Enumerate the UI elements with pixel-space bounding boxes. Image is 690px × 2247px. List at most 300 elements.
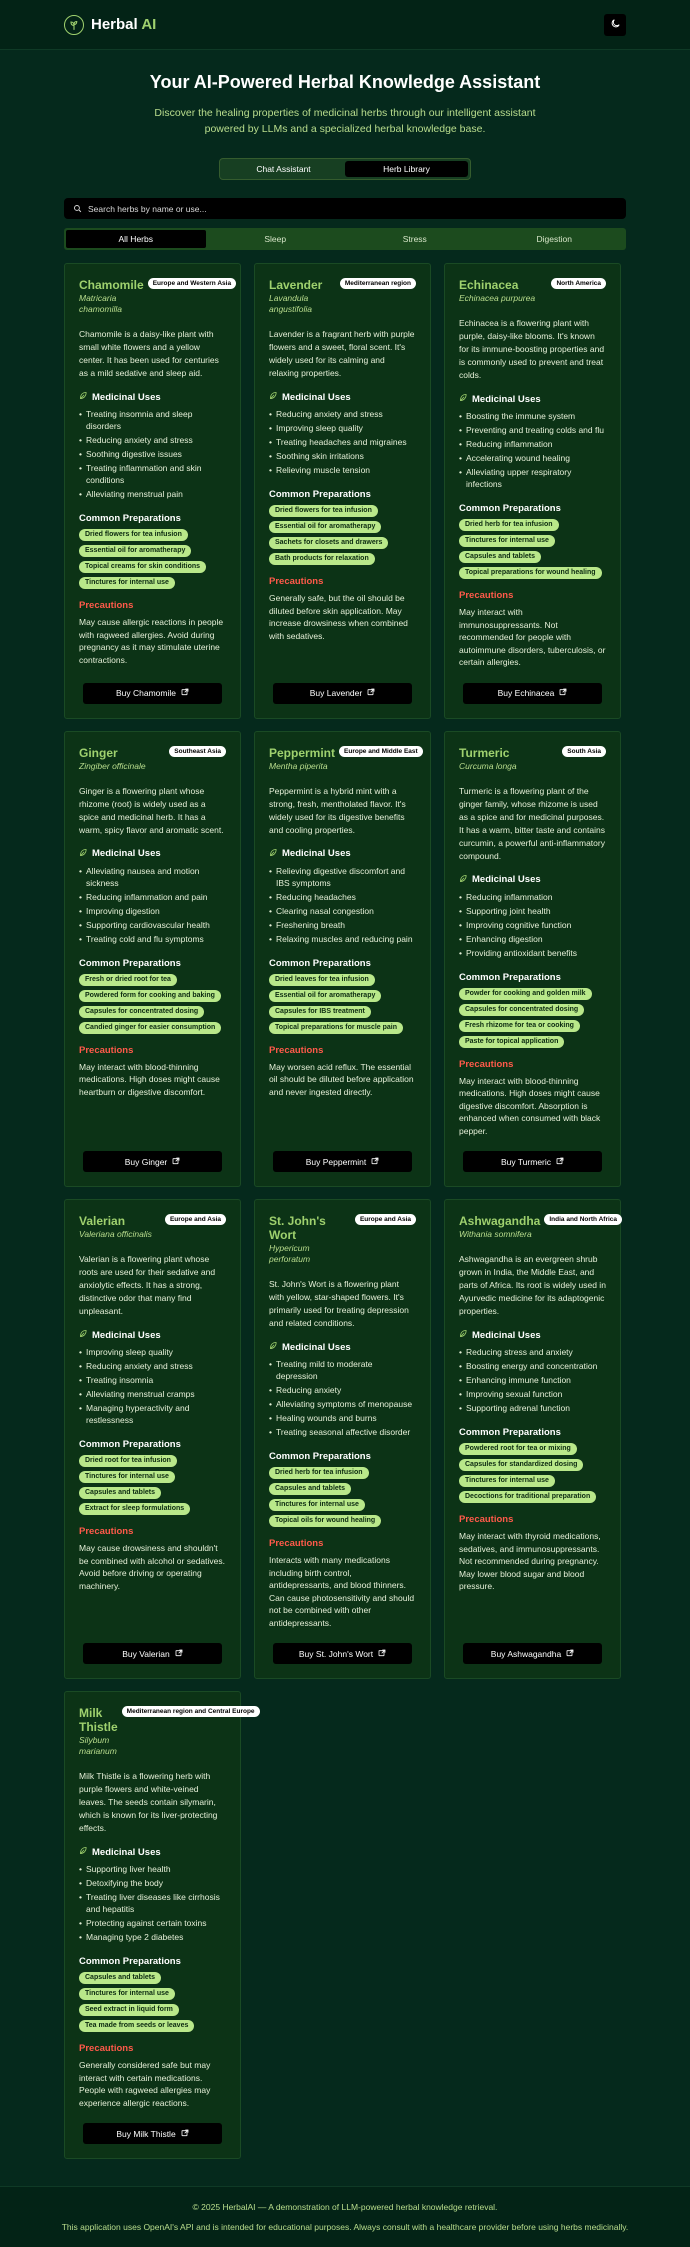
common-preparations-heading: Common Preparations <box>459 971 561 983</box>
herb-card <box>444 731 621 1188</box>
precautions-heading: Precautions <box>269 1538 324 1549</box>
common-preparations-heading: Common Preparations <box>79 1956 181 1967</box>
brand-name: Herbal AI <box>91 16 157 33</box>
list-item: • Reducing anxiety and stress <box>269 408 416 420</box>
preparation-tag: Fresh or dried root for tea <box>79 974 177 986</box>
card-titles <box>79 278 144 315</box>
uses-list <box>79 408 226 502</box>
external-link-icon <box>367 688 375 698</box>
list-item: • Freshening breath <box>269 919 416 931</box>
buy-button[interactable] <box>463 683 602 704</box>
preparations-list <box>269 1467 416 1527</box>
buy-button[interactable] <box>273 1643 412 1664</box>
buy-button-label: Buy Valerian <box>122 1648 170 1659</box>
preparation-tag: Topical preparations for wound healing <box>459 567 602 579</box>
region-badge: Europe and Middle East <box>339 746 423 757</box>
external-link-icon <box>378 1649 386 1659</box>
preparation-tag: Dried root for tea infusion <box>79 1455 177 1467</box>
list-item: • Boosting the immune system <box>459 410 606 422</box>
preparation-tag: Dried flowers for tea infusion <box>269 505 378 517</box>
buy-button[interactable] <box>463 1151 602 1172</box>
buy-button-label: Buy Milk Thistle <box>116 2128 176 2139</box>
preparation-tag: Essential oil for aromatherapy <box>269 521 381 533</box>
common-preparations-heading: Common Preparations <box>269 957 371 969</box>
herb-scientific-name: Lavandula angustifolia <box>269 293 313 314</box>
preparation-tag: Dried flowers for tea infusion <box>79 529 188 541</box>
list-item: • Managing hyperactivity and restlessness <box>79 1402 226 1426</box>
card-spacer <box>269 1098 416 1151</box>
buy-button[interactable] <box>273 1151 412 1172</box>
buy-button-label: Buy St. John's Wort <box>298 1648 374 1659</box>
region-badge: Southeast Asia <box>169 746 226 757</box>
list-item: • Soothing digestive issues <box>79 448 226 460</box>
external-link-icon <box>566 1649 574 1659</box>
list-item: • Relieving muscle tension <box>269 464 416 476</box>
leaf-icon <box>79 1329 88 1341</box>
herb-description: Turmeric is a flowering plant of the ginger family, whose rhizome is used as a spice and for medicinal purposes. It has a warm, bitter taste and contains curcumin, a powerful anti-inflammatory compound. <box>459 785 605 861</box>
herb-card <box>64 263 241 719</box>
list-item: • Reducing inflammation <box>459 438 606 450</box>
precautions-heading: Precautions <box>79 1044 134 1056</box>
region-badge: India and North Africa <box>544 1214 622 1225</box>
medicinal-uses-label: Medicinal Uses <box>472 393 541 405</box>
preparation-tag: Capsules for concentrated dosing <box>79 1006 204 1018</box>
list-item: • Treating mild to moderate depression <box>269 1358 416 1382</box>
medicinal-uses-label: Medicinal Uses <box>282 848 351 859</box>
buy-button[interactable] <box>83 2123 222 2144</box>
region-badge: North America <box>551 278 606 289</box>
leaf-icon <box>79 1846 88 1858</box>
buy-button[interactable] <box>83 1643 222 1664</box>
hero <box>0 50 690 137</box>
category-tabs <box>64 228 626 250</box>
buy-button-label: Buy Ashwagandha <box>490 1648 562 1659</box>
hero-subtitle: Discover the healing properties of medicinal herbs through our intelligent assistant powered by LLMs and a specialized herbal knowledge base. <box>154 107 536 135</box>
preparation-tag: Tinctures for internal use <box>459 535 555 547</box>
herb-scientific-name: Silybum marianum <box>79 1735 117 1756</box>
tab-digestion[interactable]: Digestion <box>536 234 572 244</box>
list-item: • Supporting joint health <box>459 905 606 917</box>
list-item: • Alleviating upper respiratory infections <box>459 466 606 490</box>
precautions-heading: Precautions <box>79 600 134 611</box>
precautions-heading: Precautions <box>269 576 324 587</box>
preparation-tag: Seed extract in liquid form <box>79 2004 179 2016</box>
precautions-text: May interact with immunosuppressants. Not recommended for people with autoimmune disorders, tuberculosis, or certain allergies. <box>459 607 606 667</box>
card-spacer <box>79 1592 226 1643</box>
card-spacer <box>79 1098 226 1151</box>
leaf-icon <box>459 874 468 886</box>
card-titles <box>269 1214 351 1265</box>
preparation-tag: Capsules and tablets <box>269 1483 351 1495</box>
list-item: • Healing wounds and burns <box>269 1412 416 1424</box>
preparations-list <box>459 519 606 579</box>
list-item: • Treating insomnia and sleep disorders <box>79 408 226 432</box>
preparation-tag: Tinctures for internal use <box>79 1988 175 2000</box>
medicinal-uses-heading <box>459 1329 606 1341</box>
card-spacer <box>79 2109 226 2123</box>
preparation-tag: Tinctures for internal use <box>79 577 175 589</box>
card-header <box>269 1214 416 1265</box>
list-item: • Reducing anxiety and stress <box>79 1360 226 1372</box>
herb-scientific-name: Curcuma longa <box>459 760 517 771</box>
medicinal-uses-heading <box>269 1341 416 1353</box>
list-item: • Reducing anxiety and stress <box>79 434 226 446</box>
preparation-tag: Capsules and tablets <box>459 551 541 563</box>
uses-list <box>459 1346 606 1416</box>
leaf-icon <box>79 391 88 403</box>
card-titles <box>459 278 535 304</box>
herb-scientific-name: Valeriana officinalis <box>79 1229 152 1239</box>
precautions-text: May interact with blood-thinning medications. High doses might cause heartburn or digestive discomfort. <box>79 1061 220 1097</box>
buy-button[interactable] <box>83 683 222 704</box>
medicinal-uses-label: Medicinal Uses <box>472 1329 541 1341</box>
precautions-text: May interact with blood-thinning medications. High doses might cause digestive discomfort. Absorption is enhanced when consumed with black pepper. <box>459 1075 601 1136</box>
medicinal-uses-heading <box>79 848 226 860</box>
search-input[interactable] <box>88 204 626 214</box>
card-header <box>79 278 232 315</box>
preparation-tag: Topical creams for skin conditions <box>79 561 206 573</box>
herb-name: Valerian <box>79 1214 126 1228</box>
preparation-tag: Powdered root for tea or mixing <box>459 1443 577 1455</box>
herb-description: St. John's Wort is a flowering plant with yellow, star-shaped flowers. It's primarily used for treating depression and related conditions. <box>269 1279 409 1328</box>
card-titles <box>269 746 335 772</box>
list-item: • Supporting liver health <box>79 1863 226 1875</box>
card-header <box>269 278 416 315</box>
card-spacer <box>459 1137 606 1151</box>
herb-description: Echinacea is a flowering plant with purple, daisy-like blooms. It's known for its immune-boosting properties and is commonly used to prevent and treat colds. <box>459 318 605 380</box>
medicinal-uses-heading <box>269 848 416 860</box>
precautions-text: Generally considered safe but may interact with certain medications. People with ragweed allergies may experience allergic reactions. <box>79 2060 211 2108</box>
list-item: • Accelerating wound healing <box>459 452 606 464</box>
hero-title: Your AI-Powered Herbal Knowledge Assistant <box>149 72 541 92</box>
buy-button-label: Buy Chamomile <box>116 688 176 698</box>
list-item: • Reducing inflammation <box>459 891 606 903</box>
common-preparations-heading: Common Preparations <box>269 489 371 500</box>
herb-description: Chamomile is a daisy-like plant with small white flowers and a yellow center. It has been used for centuries as a mild sedative and sleep aid. <box>79 329 219 378</box>
herb-scientific-name: Withania somnifera <box>459 1229 532 1239</box>
herb-name: Ginger <box>79 745 118 760</box>
preparations-list <box>79 1972 226 2032</box>
herb-scientific-name: Mentha piperita <box>269 760 328 771</box>
precautions-heading: Precautions <box>459 590 514 601</box>
list-item: • Enhancing digestion <box>459 933 606 945</box>
list-item: • Reducing inflammation and pain <box>79 891 226 903</box>
list-item: • Reducing headaches <box>269 891 416 903</box>
herb-name: Peppermint <box>269 745 336 760</box>
herb-description: Peppermint is a hybrid mint with a strong, fresh, mentholated flavor. It's widely used for its digestive benefits and cooling properties. <box>269 785 406 835</box>
preparation-tag: Tea made from seeds or leaves <box>79 2020 194 2032</box>
search-bar <box>64 198 626 219</box>
precautions-heading: Precautions <box>459 1058 514 1070</box>
preparations-list <box>269 505 416 565</box>
region-badge: Mediterranean region and Central Europe <box>122 1706 260 1717</box>
precautions-heading: Precautions <box>269 1044 324 1056</box>
uses-list <box>79 1863 226 1945</box>
list-item: • Treating headaches and migraines <box>269 436 416 448</box>
card-titles <box>269 278 336 315</box>
preparation-tag: Capsules and tablets <box>79 1487 161 1499</box>
region-badge: South Asia <box>562 746 606 757</box>
list-item: • Treating cold and flu symptoms <box>79 933 226 945</box>
external-link-icon <box>556 1157 564 1167</box>
list-item: • Alleviating menstrual pain <box>79 488 226 500</box>
preparation-tag: Dried leaves for tea infusion <box>269 974 375 986</box>
common-preparations-heading: Common Preparations <box>79 513 181 524</box>
tab-all-herbs[interactable]: All Herbs <box>66 230 206 248</box>
list-item: • Protecting against certain toxins <box>79 1917 226 1929</box>
region-badge: Europe and Asia <box>355 1214 416 1225</box>
buy-button[interactable] <box>273 683 412 704</box>
uses-list <box>269 865 416 947</box>
medicinal-uses-heading <box>79 391 226 403</box>
herb-description: Ashwagandha is an evergreen shrub grown in India, the Middle East, and parts of Africa. Its root is widely used in Ayurvedic medicine for its adaptogenic properties. <box>459 1254 606 1316</box>
list-item: • Relieving digestive discomfort and IBS symptoms <box>269 865 416 889</box>
tab-herb-library[interactable]: Herb Library <box>345 161 468 177</box>
card-titles <box>459 1214 540 1240</box>
common-preparations-heading: Common Preparations <box>79 1439 181 1450</box>
card-header <box>459 278 606 304</box>
uses-list <box>269 408 416 478</box>
medicinal-uses-label: Medicinal Uses <box>282 391 351 403</box>
card-spacer <box>459 669 606 683</box>
herb-name: Turmeric <box>459 745 510 760</box>
common-preparations-heading: Common Preparations <box>269 1451 371 1462</box>
footer <box>0 2186 690 2247</box>
uses-list <box>269 1358 416 1440</box>
list-item: • Improving cognitive function <box>459 919 606 931</box>
list-item: • Reducing anxiety <box>269 1384 416 1396</box>
card-titles <box>79 1214 152 1240</box>
buy-button[interactable] <box>463 1643 602 1664</box>
tab-chat-assistant[interactable]: Chat Assistant <box>256 164 311 174</box>
list-item: • Treating insomnia <box>79 1374 226 1386</box>
common-preparations-heading: Common Preparations <box>79 957 181 969</box>
common-preparations-heading: Common Preparations <box>459 1427 561 1438</box>
buy-button-label: Buy Turmeric <box>500 1156 552 1167</box>
herb-scientific-name: Zingiber officinale <box>79 760 146 771</box>
list-item: • Alleviating nausea and motion sickness <box>79 865 226 889</box>
region-badge: Europe and Asia <box>165 1214 226 1225</box>
herb-name: Milk Thistle <box>79 1706 118 1734</box>
external-link-icon <box>181 688 189 698</box>
region-badge: Europe and Western Asia <box>148 278 236 289</box>
list-item: • Reducing stress and anxiety <box>459 1346 606 1358</box>
preparations-list <box>79 974 226 1034</box>
external-link-icon <box>371 1157 379 1167</box>
preparation-tag: Decoctions for traditional preparation <box>459 1491 596 1503</box>
card-spacer <box>79 666 226 683</box>
herb-name: Echinacea <box>459 278 519 292</box>
medicinal-uses-label: Medicinal Uses <box>472 874 541 885</box>
medicinal-uses-heading <box>79 1329 226 1341</box>
list-item: • Treating inflammation and skin conditions <box>79 462 226 486</box>
preparation-tag: Sachets for closets and drawers <box>269 537 388 549</box>
precautions-heading: Precautions <box>79 1526 134 1537</box>
top-header <box>0 0 690 50</box>
precautions-text: May interact with thyroid medications, sedatives, and immunosuppressants. Not recommended during pregnancy. May lower blood sugar and blood pressure. <box>459 1531 601 1591</box>
precautions-heading: Precautions <box>459 1514 514 1525</box>
list-item: • Improving sexual function <box>459 1388 606 1400</box>
list-item: • Supporting adrenal function <box>459 1402 606 1414</box>
region-badge: Mediterranean region <box>340 278 416 289</box>
medicinal-uses-label: Medicinal Uses <box>92 391 161 403</box>
mode-tabs <box>219 158 471 180</box>
medicinal-uses-heading <box>269 391 416 403</box>
leaf-icon <box>64 15 84 35</box>
list-item: • Improving sleep quality <box>79 1346 226 1358</box>
preparation-tag: Dried herb for tea infusion <box>269 1467 369 1479</box>
card-header <box>459 1214 618 1240</box>
list-item: • Treating liver diseases like cirrhosis and hepatitis <box>79 1891 226 1915</box>
buy-button-label: Buy Echinacea <box>497 688 555 698</box>
card-header <box>459 746 606 772</box>
preparation-tag: Bath products for relaxation <box>269 553 375 565</box>
list-item: • Providing antioxidant benefits <box>459 947 606 959</box>
herb-description: Ginger is a flowering plant whose rhizome (root) is widely used as a spice and medicinal herb. It has a warm, spicy flavor and aromatic scent. <box>79 785 224 835</box>
preparation-tag: Powdered form for cooking and baking <box>79 990 221 1002</box>
preparation-tag: Essential oil for aromatherapy <box>269 990 381 1002</box>
preparation-tag: Powder for cooking and golden milk <box>459 988 592 1000</box>
herb-card <box>64 1691 255 2159</box>
buy-button[interactable] <box>83 1151 222 1172</box>
leaf-icon <box>79 848 88 860</box>
card-header <box>79 746 226 772</box>
card-spacer <box>459 1593 606 1644</box>
preparation-tag: Paste for topical application <box>459 1036 564 1048</box>
preparations-list <box>79 529 226 589</box>
common-preparations-heading: Common Preparations <box>459 503 561 514</box>
precautions-text: May worsen acid reflux. The essential oil should be diluted before application and never ingested directly. <box>269 1061 414 1097</box>
list-item: • Boosting energy and concentration <box>459 1360 606 1372</box>
herb-name: St. John's Wort <box>269 1214 326 1242</box>
theme-toggle-button[interactable] <box>604 14 626 36</box>
preparation-tag: Dried herb for tea infusion <box>459 519 559 531</box>
preparation-tag: Topical preparations for muscle pain <box>269 1022 403 1034</box>
external-link-icon <box>175 1649 183 1659</box>
buy-button-label: Buy Ginger <box>124 1156 168 1167</box>
precautions-heading: Precautions <box>79 2043 134 2054</box>
card-spacer <box>269 1629 416 1643</box>
medicinal-uses-heading <box>79 1846 226 1858</box>
uses-list <box>79 865 226 947</box>
precautions-text: Interacts with many medications including birth control, antidepressants, and blood thinners. Can cause photosensitivity and should not be combined with other antidepressants. <box>269 1555 415 1628</box>
external-link-icon <box>181 2129 189 2139</box>
herb-description: Valerian is a flowering plant whose roots are used for their sedative and anxiolytic effects. It has a strong, distinctive odor that many find unpleasant. <box>79 1254 216 1316</box>
preparations-list <box>79 1455 226 1515</box>
list-item: • Treating seasonal affective disorder <box>269 1426 416 1438</box>
card-titles <box>459 746 517 772</box>
preparations-list <box>269 974 416 1034</box>
tab-stress[interactable]: Stress <box>402 234 427 244</box>
preparation-tag: Capsules for standardized dosing <box>459 1459 583 1471</box>
leaf-icon <box>269 1341 278 1353</box>
leaf-icon <box>269 848 278 860</box>
card-titles <box>79 746 146 772</box>
list-item: • Relaxing muscles and reducing pain <box>269 933 416 945</box>
list-item: • Alleviating symptoms of menopause <box>269 1398 416 1410</box>
preparation-tag: Capsules for IBS treatment <box>269 1006 371 1018</box>
uses-list <box>459 410 606 492</box>
list-item: • Clearing nasal congestion <box>269 905 416 917</box>
list-item: • Soothing skin irritations <box>269 450 416 462</box>
search-icon <box>73 200 82 218</box>
herb-card <box>254 731 431 1188</box>
footer-copyright: © 2025 HerbalAI — A demonstration of LLM-powered herbal knowledge retrieval. <box>192 2202 498 2212</box>
list-item: • Improving digestion <box>79 905 226 917</box>
leaf-icon <box>269 391 278 403</box>
preparation-tag: Topical oils for wound healing <box>269 1515 381 1527</box>
preparations-list <box>459 988 606 1048</box>
herb-card <box>254 263 431 719</box>
card-titles <box>79 1706 118 1757</box>
uses-list <box>79 1346 226 1428</box>
leaf-icon <box>459 393 468 405</box>
medicinal-uses-label: Medicinal Uses <box>92 848 161 859</box>
preparation-tag: Essential oil for aromatherapy <box>79 545 191 557</box>
herb-scientific-name: Hypericum perforatum <box>269 1243 311 1264</box>
medicinal-uses-label: Medicinal Uses <box>92 1846 161 1858</box>
preparation-tag: Capsules and tablets <box>79 1972 161 1984</box>
medicinal-uses-heading <box>459 874 606 886</box>
herb-grid <box>64 263 626 2159</box>
herb-description: Lavender is a fragrant herb with purple flowers and a sweet, floral scent. It's widely used for its calming and relaxing properties. <box>269 329 415 378</box>
list-item: • Alleviating menstrual cramps <box>79 1388 226 1400</box>
external-link-icon <box>559 688 567 698</box>
herb-scientific-name: Matricaria chamomilla <box>79 293 122 314</box>
preparation-tag: Tinctures for internal use <box>459 1475 555 1487</box>
herb-name: Chamomile <box>79 278 144 292</box>
card-header <box>79 1214 226 1240</box>
list-item: • Managing type 2 diabetes <box>79 1931 226 1943</box>
footer-disclaimer: This application uses OpenAI's API and is intended for educational purposes. Always consult with a healthcare provider before using herbs medicinally. <box>61 2222 629 2232</box>
medicinal-uses-label: Medicinal Uses <box>282 1341 351 1353</box>
buy-button-label: Buy Peppermint <box>305 1156 367 1167</box>
precautions-text: Generally safe, but the oil should be diluted before skin application. May increase drowsiness when combined with sedatives. <box>269 593 408 641</box>
herb-name: Ashwagandha <box>459 1214 541 1228</box>
uses-list <box>459 891 606 961</box>
preparation-tag: Extract for sleep formulations <box>79 1503 190 1515</box>
moon-icon <box>610 16 621 34</box>
herb-card <box>444 1199 621 1679</box>
preparation-tag: Fresh rhizome for tea or cooking <box>459 1020 580 1032</box>
precautions-text: May cause allergic reactions in people with ragweed allergies. Avoid during pregnancy as it may stimulate uterine contractions. <box>79 617 224 665</box>
card-header <box>269 746 416 772</box>
herb-card <box>64 1199 241 1679</box>
buy-button-label: Buy Lavender <box>309 688 363 698</box>
herb-description: Milk Thistle is a flowering herb with purple flowers and white-veined leaves. The seeds contain silymarin, which is known for its liver-protecting effects. <box>79 1771 218 1833</box>
herb-scientific-name: Echinacea purpurea <box>459 293 536 303</box>
brand[interactable] <box>64 15 156 35</box>
medicinal-uses-label: Medicinal Uses <box>92 1329 161 1341</box>
list-item: • Improving sleep quality <box>269 422 416 434</box>
list-item: • Preventing and treating colds and flu <box>459 424 606 436</box>
card-header <box>79 1706 255 1757</box>
herb-card <box>444 263 621 719</box>
medicinal-uses-heading <box>459 393 606 405</box>
tab-sleep[interactable]: Sleep <box>264 234 287 244</box>
precautions-text: May cause drowsiness and shouldn't be combined with alcohol or sedatives. Avoid before driving or operating machinery. <box>79 1543 225 1591</box>
list-item: • Supporting cardiovascular health <box>79 919 226 931</box>
preparation-tag: Capsules for concentrated dosing <box>459 1004 584 1016</box>
preparations-list <box>459 1443 606 1503</box>
card-spacer <box>269 642 416 683</box>
list-item: • Detoxifying the body <box>79 1877 226 1889</box>
list-item: • Enhancing immune function <box>459 1374 606 1386</box>
herb-name: Lavender <box>269 278 323 292</box>
preparation-tag: Candied ginger for easier consumption <box>79 1022 221 1034</box>
preparation-tag: Tinctures for internal use <box>269 1499 365 1511</box>
leaf-icon <box>459 1329 468 1341</box>
